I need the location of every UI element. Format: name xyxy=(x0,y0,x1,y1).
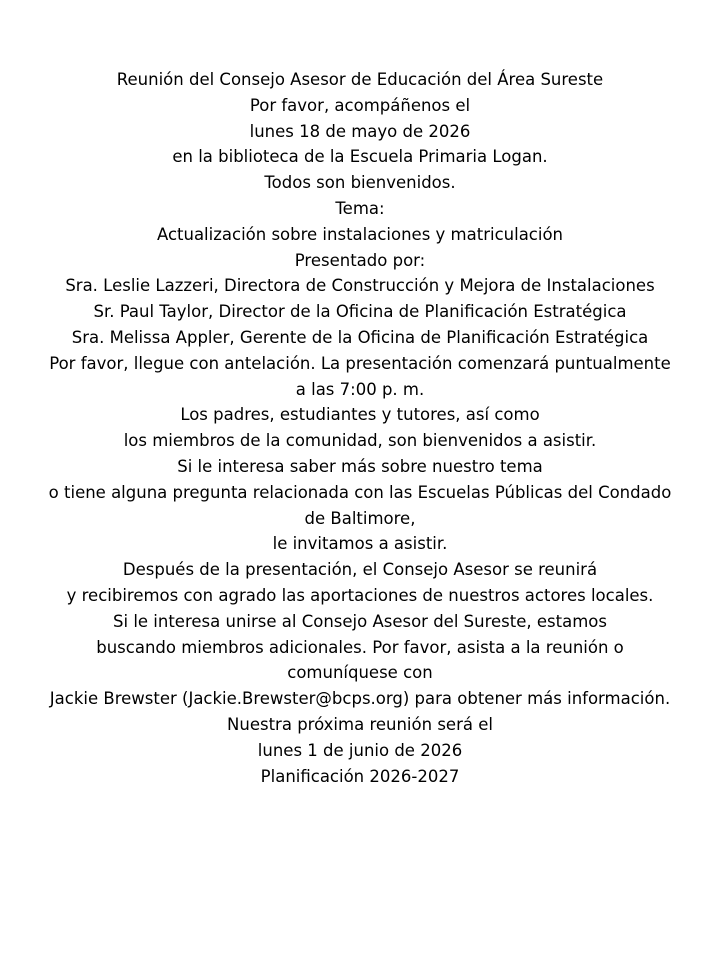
interest-line-1: Si le interesa saber más sobre nuestro tema xyxy=(177,456,543,476)
topic-text: Actualización sobre instalaciones y matriculación xyxy=(156,224,564,244)
topic-heading: Tema: xyxy=(335,198,385,218)
meeting-date: lunes 18 de mayo de 2026 xyxy=(249,121,471,141)
after-presentation-line-1: Después de la presentación, el Consejo Asesor se reunirá xyxy=(122,560,598,580)
presenter-appler: Sra. Melissa Appler, Gerente de la Oficina de Planificación Estratégica xyxy=(71,327,649,347)
welcome-line: Todos son bienvenidos. xyxy=(264,173,456,193)
next-meeting-heading: Nuestra próxima reunión será el xyxy=(227,714,493,734)
presenter-lazzeri: Sra. Leslie Lazzeri, Directora de Construcción y Mejora de Instalaciones xyxy=(65,276,655,296)
interest-line-3: de Baltimore, xyxy=(304,508,416,528)
join-council-line-2: buscando miembros adicionales. Por favor, asista a la reunión o xyxy=(96,637,624,657)
next-meeting-topic: Planificación 2026-2027 xyxy=(260,766,460,786)
meeting-title: Reunión del Consejo Asesor de Educación del Área Sureste xyxy=(116,70,604,89)
join-council-line-3: comuníquese con xyxy=(287,663,433,683)
arrival-note: Por favor, llegue con antelación. La presentación comenzará puntualmente xyxy=(49,353,671,373)
interest-line-2: o tiene alguna pregunta relacionada con las Escuelas Públicas del Condado xyxy=(48,482,672,502)
join-council-line-1: Si le interesa unirse al Consejo Asesor del Sureste, estamos xyxy=(113,611,607,631)
presenters-heading: Presentado por: xyxy=(294,250,426,270)
audience-line-2: los miembros de la comunidad, son bienvenidos a asistir. xyxy=(123,431,597,451)
meeting-location: en la biblioteca de la Escuela Primaria Logan. xyxy=(172,147,548,167)
audience-line-1: Los padres, estudiantes y tutores, así como xyxy=(180,405,540,425)
invitation-line: Por favor, acompáñenos el xyxy=(249,95,471,115)
start-time: a las 7:00 p. m. xyxy=(295,379,425,399)
document-body xyxy=(8,67,712,789)
presenter-taylor: Sr. Paul Taylor, Director de la Oficina de Planificación Estratégica xyxy=(93,302,627,322)
next-meeting-date: lunes 1 de junio de 2026 xyxy=(257,740,463,760)
after-presentation-line-2: y recibiremos con agrado las aportaciones de nuestros actores locales. xyxy=(66,585,654,605)
contact-line: Jackie Brewster (Jackie.Brewster@bcps.org) para obtener más información. xyxy=(49,689,671,709)
interest-line-4: le invitamos a asistir. xyxy=(272,534,448,554)
